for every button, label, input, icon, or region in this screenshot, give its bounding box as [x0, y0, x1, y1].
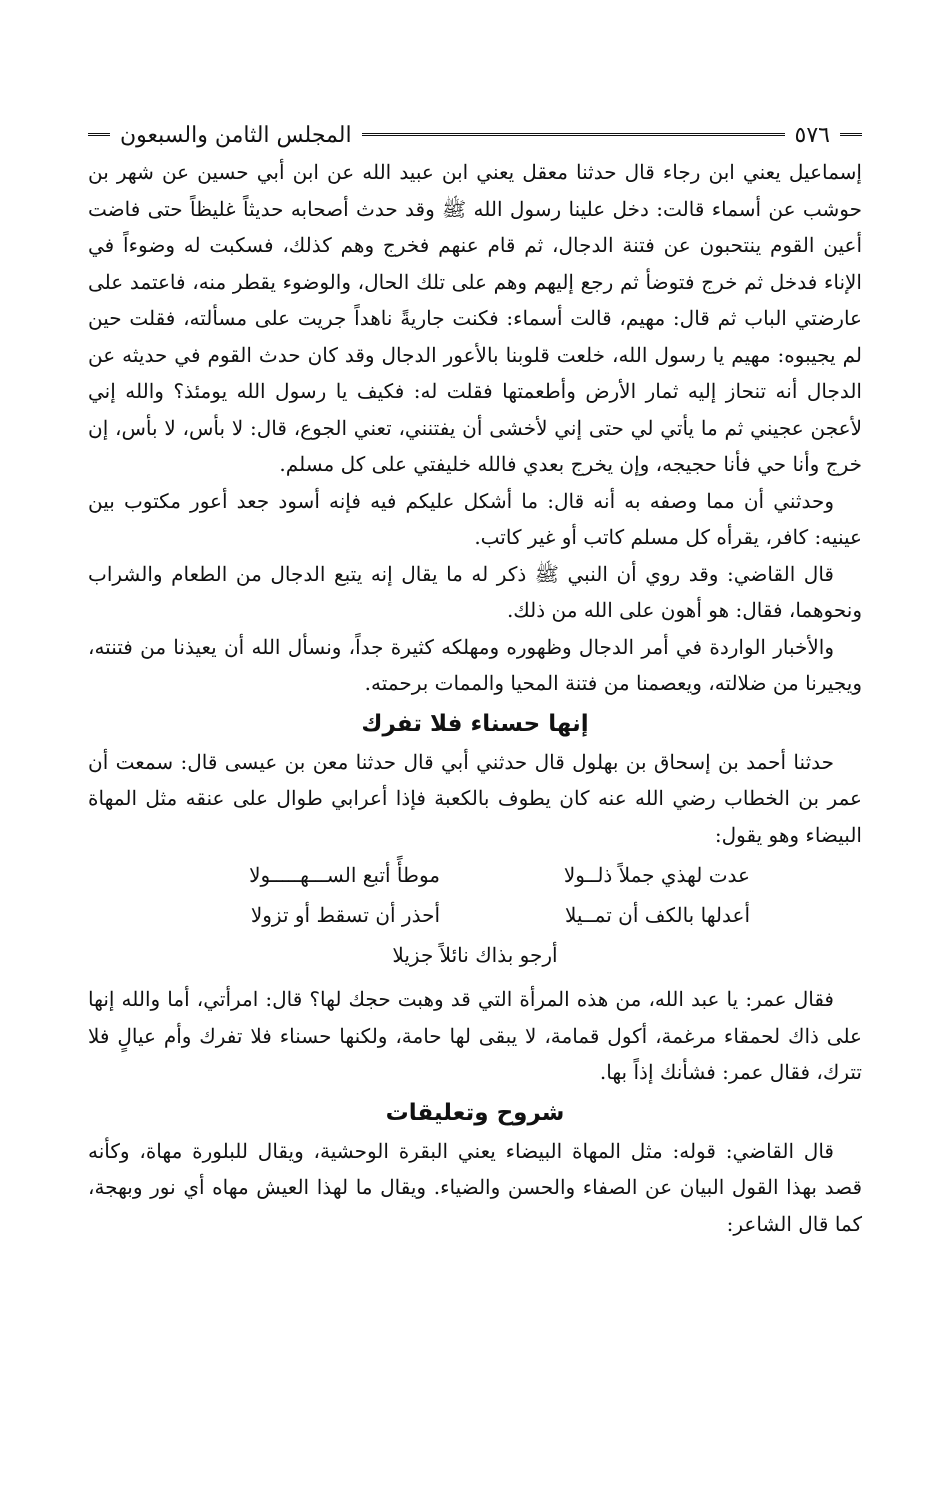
paragraph-section1-ending: فقال عمر: يا عبد الله، من هذه المرأة التي قد وهبت حجك لها؟ قال: امرأتي، أما والله إنها على ذاك لحمقاء مرغمة، أكول قمامة، لا يبقى لها حامة، ولكنها حسناء فلا تفرك وأم عيالٍ فلا تترك، فقال عمر: فشأنك إذاً بها.: [88, 987, 862, 1084]
header-rule-middle: [362, 133, 785, 139]
poem-verse: [88, 855, 862, 895]
poem-hemistich: موطأً أتبع الســـهـــــولا: [249, 863, 440, 887]
paragraph-section1-narration: حدثنا أحمد بن إسحاق بن بهلول قال حدثني أبي قال حدثنا معن بن عيسى قال: سمعت أن عمر بن الخطاب رضي الله عنه كان يطوف بالكعبة فإذا أعرابي طوال على عنقه مثل المهاة البيضاء وهو يقول:: [88, 749, 862, 847]
poem-block: [88, 855, 862, 975]
page-number: ٥٧٦: [794, 123, 830, 148]
section-heading-1: إنها حسناء فلا تفرك: [361, 710, 589, 737]
header-rule-right: [88, 133, 110, 139]
poem-hemistich: عدت لهذي جملاً ذلــولا: [563, 863, 750, 887]
section-heading-2: شروح وتعليقات: [385, 1099, 565, 1126]
paragraph-hadith-asma: إسماعيل يعني ابن رجاء قال حدثنا معقل يعني ابن عبيد الله عن ابن أبي حسين عن شهر بن حوشب عن أسماء قالت: دخل علينا رسول الله ﷺ وقد حدث أصحابه حديثاً غليظاً حتى فاضت أعين القوم ينتحبون عن فتنة الدجال، ثم قام عنهم فخرج وهم كذلك، فسكبت له وضوءاً في الإناء فدخل ثم خرج فتوضأ ثم رجع إليهم وهم على تلك الحال، والوضوء يقطر منه، فاعتمد على عارضتي الباب ثم قال: مهيم، قالت أسماء: فكنت جاريةً ناهداً جريت على مسألته، فقلت حين لم يجيبوه: مهيم يا رسول الله، خلعت قلوبنا بالأعور الدجال وقد كان حدث القوم في حديثه عن الدجال أنه تنحاز إليه ثمار الأرض وأطعمتها فقلت له: فكيف يا رسول الله يومئذ؟ والله إني لأعجن عجيني ثم ما يأتي لي حتى إني لأخشى أن يفتنني، تعني الجوع، قال: لا بأس، لا بأس، إن خرج وأنا حي فأنا حجيجه، وإن يخرج بعدي فالله خليفتي على كل مسلم.: [88, 160, 862, 476]
paragraph-qadi-comment: قال القاضي: وقد روي أن النبي ﷺ ذكر له ما يقال إنه يتبع الدجال من الطعام والشراب ونحوهما، فقال: هو أهون على الله من ذلك.: [88, 561, 862, 622]
poem-hemistich: أعدلها بالكف أن تمــيلا: [564, 903, 750, 927]
paragraph-closing-dua: والأخبار الواردة في أمر الدجال وظهوره ومهلكه كثيرة جداً، ونسأل الله أن يعيذنا من فتنته، ويجيرنا من ضلالته، ويعصمنا من فتنة المحيا والممات برحمته.: [88, 634, 862, 695]
chapter-title: المجلس الثامن والسبعون: [120, 123, 352, 148]
poem-hemistich: أرجو بذاك نائلاً جزيلا: [392, 943, 558, 967]
poem-verse: [88, 935, 862, 975]
book-page: [88, 118, 862, 1242]
poem-verse: [88, 895, 862, 935]
poem-hemistich: أحذر أن تسقط أو تزولا: [250, 903, 440, 927]
header-rule-left: [840, 133, 862, 139]
running-header: [88, 118, 862, 154]
paragraph-dajjal-description: وحدثني أن مما وصفه به أنه قال: ما أشكل عليكم فيه فإنه أسود جعد أعور مكتوب بين عينيه: كافر، يقرأه كل مسلم كاتب أو غير كاتب.: [88, 488, 862, 549]
paragraph-section2-commentary: قال القاضي: قوله: مثل المهاة البيضاء يعني البقرة الوحشية، ويقال للبلورة مهاة، وكأنه قصد بهذا القول البيان عن الصفاء والحسن والضياء. ويقال ما لهذا العيش مهاه أي نور وبهجة، كما قال الشاعر:: [88, 1138, 862, 1236]
